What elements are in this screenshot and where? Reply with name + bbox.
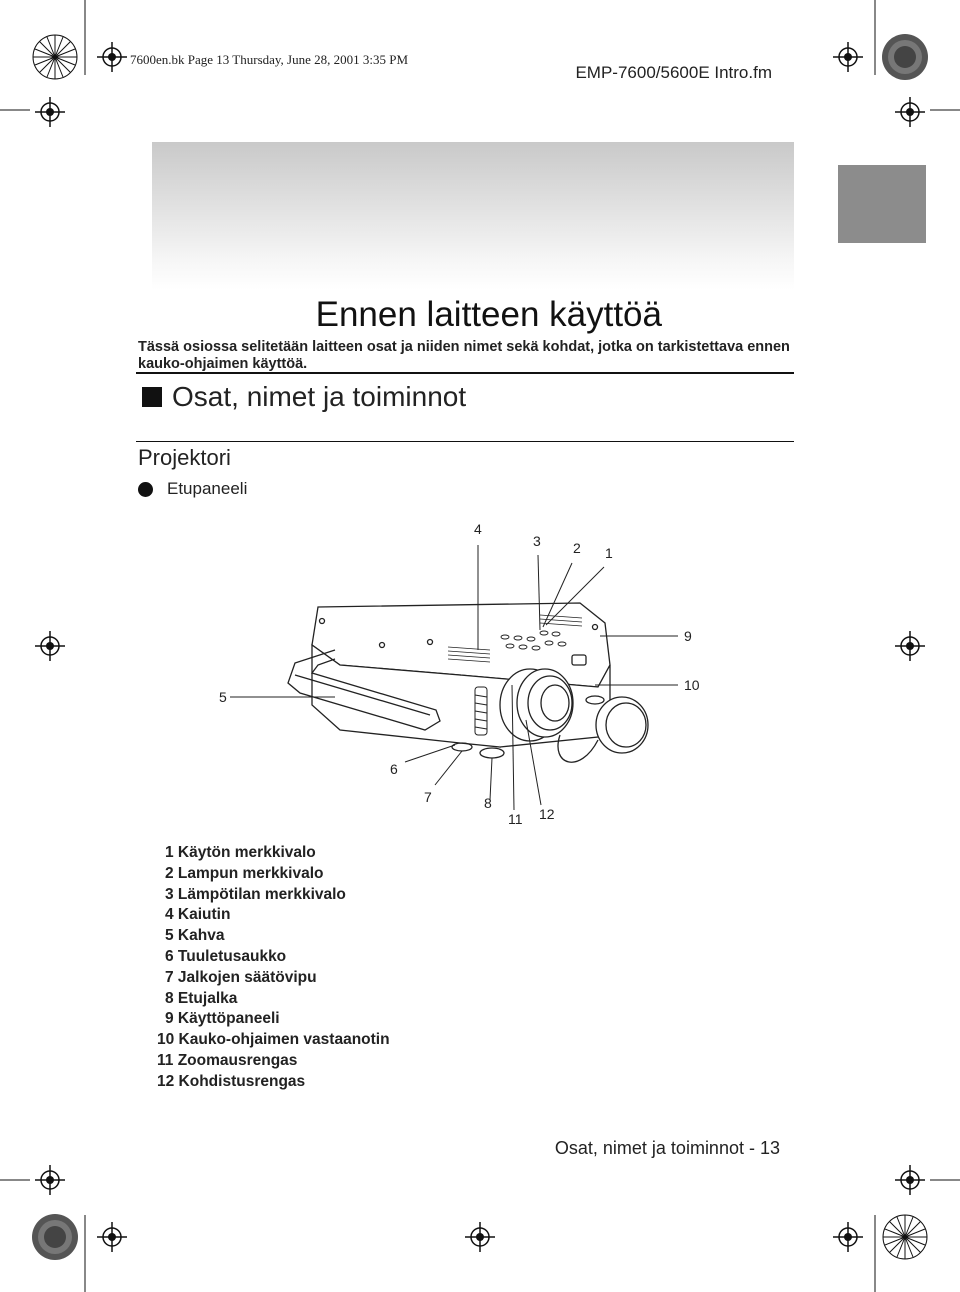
callout-8: 8 [484, 795, 492, 811]
callout-7: 7 [424, 789, 432, 805]
list-item: 6 Tuuletusaukko [165, 947, 287, 965]
section-title-text: Osat, nimet ja toiminnot [172, 381, 467, 412]
callout-4: 4 [474, 521, 482, 537]
parts-list [157, 843, 390, 1093]
callout-12: 12 [539, 806, 555, 822]
section-heading [142, 381, 466, 413]
page-footer: Osat, nimet ja toiminnot - 13 [554, 1138, 780, 1158]
callout-11: 11 [508, 811, 523, 827]
subsection-rule [136, 441, 794, 442]
list-item: 7 Jalkojen säätövipu [165, 968, 317, 986]
file-reference: EMP-7600/5600E Intro.fm [575, 63, 772, 82]
square-bullet-icon [142, 387, 162, 407]
callout-10: 10 [684, 677, 700, 693]
list-item: 12 Kohdistusrengas [157, 1072, 306, 1090]
section-rule [136, 372, 794, 374]
front-panel-label: Etupaneeli [167, 479, 248, 498]
projector-diagram [200, 515, 760, 835]
title-gradient-band [152, 142, 794, 290]
subsection-heading: Projektori [138, 445, 231, 470]
callout-2: 2 [573, 540, 581, 556]
list-item: 5 Kahva [165, 927, 225, 945]
page-title: Ennen laitteen käyttöä [315, 295, 662, 334]
list-item: 8 Etujalka [165, 989, 238, 1007]
callout-3: 3 [533, 533, 541, 549]
list-item: 3 Lämpötilan merkkivalo [165, 885, 346, 903]
list-item: 11 Zoomausrengas [157, 1051, 298, 1069]
callout-6: 6 [390, 761, 398, 777]
list-item: 10 Kauko-ohjaimen vastaanotin [157, 1031, 390, 1049]
callout-1: 1 [605, 545, 613, 561]
list-item: 9 Käyttöpaneeli [165, 1010, 280, 1028]
list-item: 4 Kaiutin [165, 906, 231, 924]
callout-5: 5 [219, 689, 227, 705]
list-item: 2 Lampun merkkivalo [165, 864, 324, 882]
front-panel-bullet [138, 479, 247, 499]
intro-paragraph: Tässä osiossa selitetään laitteen osat ja niiden nimet sekä kohdat, jotka on tarkistettava ennen kauko-ohjaimen käyttöä. [138, 339, 790, 372]
chapter-tab-marker [838, 165, 926, 243]
callout-9: 9 [684, 628, 692, 644]
list-item: 1 Käytön merkkivalo [165, 844, 316, 861]
round-bullet-icon [138, 482, 153, 497]
print-header-note: 7600en.bk Page 13 Thursday, June 28, 2001 3:35 PM [130, 52, 409, 67]
